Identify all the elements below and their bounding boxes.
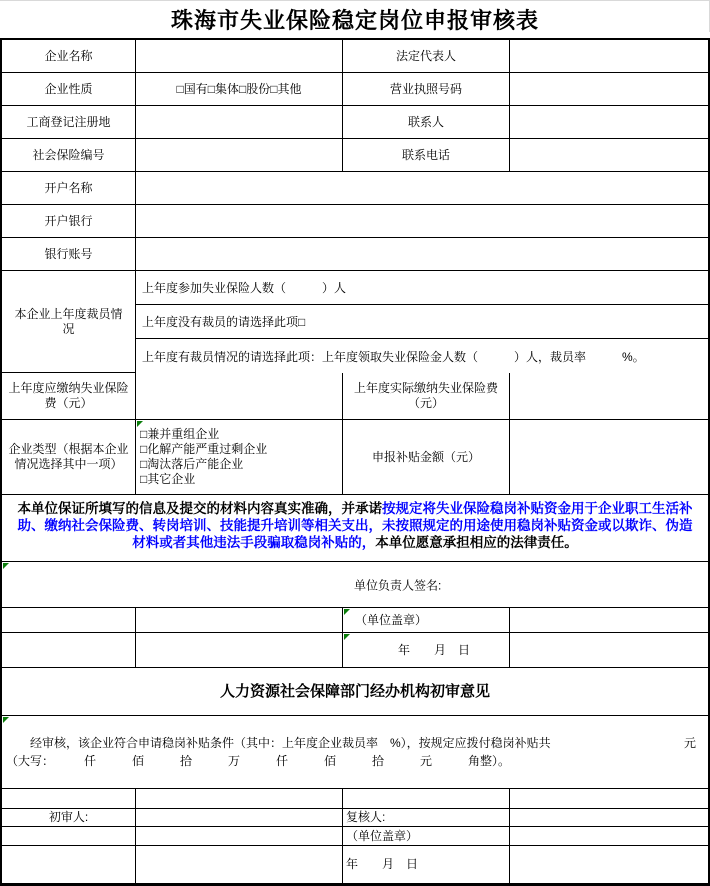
first-reviewer-label: 初审人:	[2, 809, 136, 826]
row-declaration	[2, 495, 708, 562]
review-paragraph-yuan: 元	[683, 736, 696, 750]
contact-person-value[interactable]	[510, 106, 708, 138]
blank-cell	[2, 827, 136, 845]
row-company-stamp	[2, 608, 708, 633]
blank-cell	[2, 789, 136, 808]
second-reviewer-label: 复核人:	[343, 809, 510, 826]
row-spacer	[2, 789, 708, 809]
review-stamp-label: （单位盖章）	[343, 827, 510, 845]
fee-paid-label: 上年度实际缴纳失业保险费（元）	[343, 373, 510, 419]
company-nature-label: 企业性质	[2, 73, 136, 105]
cell-error-marker-icon	[3, 563, 9, 569]
enterprise-type-options[interactable]	[136, 420, 343, 494]
review-date-text: 年 月 日	[346, 857, 419, 871]
row-company-type	[2, 73, 708, 106]
row-signature	[2, 562, 708, 608]
blank-cell	[510, 846, 708, 883]
page-title: 珠海市失业保险稳定岗位申报审核表	[0, 0, 710, 38]
company-nature-checkboxes[interactable]: □国有□集体□股份□其他	[136, 73, 343, 105]
row-layoff-situation	[2, 271, 708, 373]
contact-phone-label: 联系电话	[343, 139, 510, 171]
blank-cell	[136, 846, 343, 883]
signature-date-cell[interactable]	[343, 633, 510, 667]
signature-date-text: 年 月 日	[398, 642, 471, 657]
row-reviewers	[2, 809, 708, 827]
row-social-insurance-no	[2, 139, 708, 172]
bank-account-value[interactable]	[136, 238, 708, 270]
fee-due-value[interactable]	[136, 373, 343, 419]
blank-cell	[136, 789, 343, 808]
license-number-value[interactable]	[510, 73, 708, 105]
enterprise-type-option-merger[interactable]: □兼并重组企业	[140, 427, 220, 441]
row-review-header	[2, 668, 708, 716]
cell-error-marker-icon	[137, 421, 143, 427]
cell-error-marker-icon	[344, 634, 350, 640]
review-paragraph	[2, 716, 708, 788]
row-review-paragraph	[2, 716, 708, 789]
fee-paid-value[interactable]	[510, 373, 708, 419]
blank-cell	[136, 633, 343, 667]
bank-account-label: 银行账号	[2, 238, 136, 270]
company-name-label: 企业名称	[2, 40, 136, 72]
registration-address-value[interactable]	[136, 106, 343, 138]
cell-error-marker-icon	[344, 609, 350, 615]
layoff-yes-option[interactable]: 上年度有裁员情况的请选择此项：上年度领取失业保险金人数（ ）人，裁员率 %。	[142, 349, 645, 364]
license-number-label: 营业执照号码	[343, 73, 510, 105]
row-bank-account	[2, 238, 708, 271]
review-date-cell[interactable]	[343, 846, 510, 883]
review-paragraph-line2: （大写： 仟 佰 拾 万 仟 佰 拾 元 角整）。	[6, 754, 511, 768]
blank-cell	[2, 846, 136, 883]
review-paragraph-line1: 经审核，该企业符合申请稳岗补贴条件（其中：上年度企业裁员率 %），按规定应拨付稳岗补贴共	[6, 736, 551, 750]
social-insurance-no-label: 社会保险编号	[2, 139, 136, 171]
fee-due-label: 上年度应缴纳失业保险费（元）	[2, 373, 136, 419]
company-stamp-text: （单位盖章）	[355, 612, 428, 627]
layoff-situation-label: 本企业上年度裁员情况	[2, 271, 136, 373]
row-review-stamp	[2, 827, 708, 846]
first-reviewer-value[interactable]	[136, 809, 343, 826]
responsible-person-signature-label: 单位负责人签名:	[354, 578, 442, 592]
contact-phone-value[interactable]	[510, 139, 708, 171]
enterprise-type-option-obsolete[interactable]: □淘汰落后产能企业	[140, 457, 244, 471]
second-reviewer-value[interactable]	[510, 809, 708, 826]
legal-rep-value[interactable]	[510, 40, 708, 72]
row-insurance-fee	[2, 373, 708, 420]
row-review-date	[2, 846, 708, 883]
subsidy-amount-value[interactable]	[510, 420, 708, 494]
blank-cell	[2, 608, 136, 632]
legal-rep-label: 法定代表人	[343, 40, 510, 72]
row-registration-address	[2, 106, 708, 139]
blank-cell	[510, 789, 708, 808]
social-insurance-no-value[interactable]	[136, 139, 343, 171]
subsidy-amount-label: 申报补贴金额（元）	[343, 420, 510, 494]
blank-cell	[510, 608, 708, 632]
blank-cell	[2, 633, 136, 667]
blank-cell	[136, 608, 343, 632]
company-name-value[interactable]	[136, 40, 343, 72]
account-name-value[interactable]	[136, 172, 708, 204]
layoff-insured-count-option[interactable]: 上年度参加失业保险人数（ ）人	[136, 271, 708, 305]
blank-cell	[136, 827, 343, 845]
enterprise-type-option-other[interactable]: □其它企业	[140, 472, 196, 486]
registration-address-label: 工商登记注册地	[2, 106, 136, 138]
company-stamp-label	[343, 608, 510, 632]
declaration-paragraph: 本单位保证所填写的信息及提交的材料内容真实准确，并承诺按规定将失业保险稳岗补贴资金用于企业职工生活补 助、缴纳社会保险费、转岗培训、技能提升培训等相关支出，未按照规定的用途使用稳岗补贴资金或以欺诈、伪造 材料或者其他违法手段骗取稳岗补贴的，本单位愿意承担相应的法律责任。	[17, 501, 693, 550]
row-company-name	[2, 40, 708, 73]
enterprise-type-option-overcapacity[interactable]: □化解产能严重过剩企业	[140, 442, 268, 456]
account-name-label: 开户名称	[2, 172, 136, 204]
bank-name-label: 开户银行	[2, 205, 136, 237]
row-enterprise-type	[2, 420, 708, 495]
form-table	[0, 38, 710, 886]
row-signature-date	[2, 633, 708, 668]
bank-name-value[interactable]	[136, 205, 708, 237]
review-section-title: 人力资源社会保障部门经办机构初审意见	[219, 683, 490, 700]
contact-person-label: 联系人	[343, 106, 510, 138]
blank-cell	[510, 633, 708, 667]
layoff-none-option[interactable]: 上年度没有裁员的请选择此项□	[136, 305, 708, 339]
blank-cell	[343, 789, 510, 808]
row-account-name	[2, 172, 708, 205]
row-bank-name	[2, 205, 708, 238]
layoff-subrows	[136, 271, 708, 373]
enterprise-type-label: 企业类型（根据本企业情况选择其中一项）	[2, 420, 136, 494]
blank-cell	[510, 827, 708, 845]
